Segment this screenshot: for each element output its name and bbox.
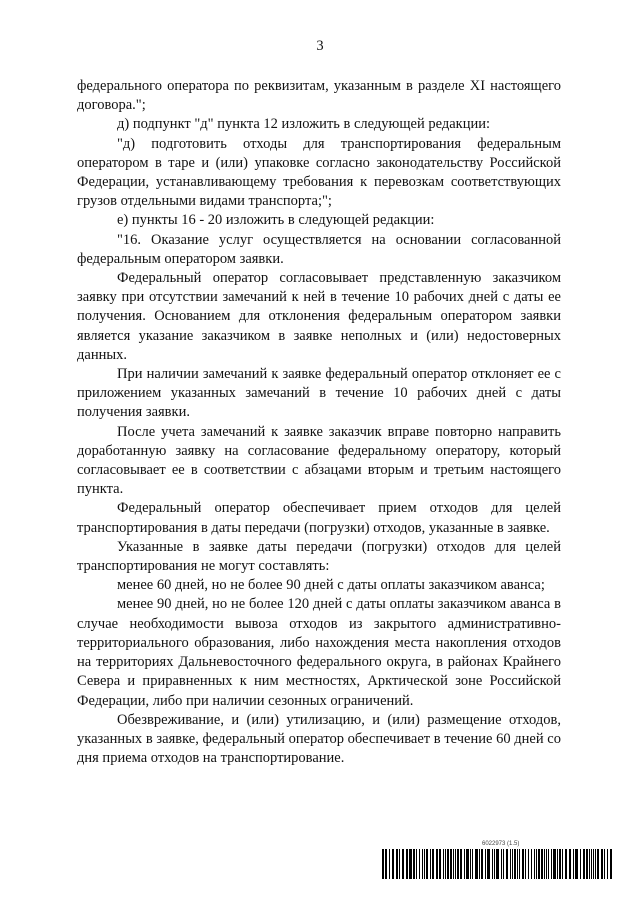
paragraph: д) подпункт "д" пункта 12 изложить в следующей редакции: (117, 116, 491, 133)
barcode-id-text: 6022973 (1.5) (482, 841, 520, 847)
paragraph: Указанные в заявке даты передачи (погрузки) отходов для целей транспортирования не могут составлять: (77, 538, 561, 575)
paragraph: федерального оператора по реквизитам, указанным в разделе XI настоящего договора."; (77, 78, 561, 114)
paragraph: При наличии замечаний к заявке федеральный оператор отклоняет ее с приложением указанных замечаний в течение 10 рабочих дней с даты получения заявки. (77, 366, 561, 421)
paragraph: Федеральный оператор согласовывает представленную заказчиком заявку при отсутствии замечаний к ней в течение 10 рабочих дней с даты ее получения. Основанием для отклонения федеральным оператором заявки является указание заказчиком в заявке неполных и (или) недостоверных данных. (77, 270, 561, 363)
paragraph: "д) подготовить отходы для транспортирования федеральным оператором в таре и (или) упаковке согласно законодательству Российской Федерации, устанавливающему требования к перевозкам соответствующих грузов отдельными видами транспорта;"; (77, 135, 561, 210)
paragraph: Обезвреживание, и (или) утилизацию, и (или) размещение отходов, указанных в заявке, федеральный оператор обеспечивает в течение 60 дней со дня приема отходов на транспортирование. (77, 711, 561, 767)
paragraph: е) пункты 16 - 20 изложить в следующей редакции: (117, 212, 435, 229)
barcode-icon (382, 849, 614, 879)
paragraph: Федеральный оператор обеспечивает прием отходов для целей транспортирования в даты передачи (погрузки) отходов, указанные в заявке. (77, 500, 561, 536)
paragraph: менее 90 дней, но не более 120 дней с даты оплаты заказчиком аванса в случае необходимости вывоза отходов из закрытого административно-территориального образования, либо нахождения места накопления отходов на территориях Дальневосточного федерального округа, в районах Крайнего Севера и приравненных к ним местностях, Арктической зоне Российской Федерации, либо при наличии сезонных ограничений. (77, 596, 561, 709)
document-body (77, 77, 561, 768)
paragraph: менее 60 дней, но не более 90 дней с даты оплаты заказчиком аванса; (117, 577, 545, 594)
document-barcode (382, 841, 614, 879)
paragraph: После учета замечаний к заявке заказчик вправе повторно направить доработанную заявку на согласование федеральному оператору, который согласовывает ее в соответствии с абзацами вторым и третьим настоящего пункта. (77, 423, 561, 498)
paragraph: "16. Оказание услуг осуществляется на основании согласованной федеральным оператором заявки. (77, 231, 561, 267)
page-number: 3 (316, 38, 324, 54)
